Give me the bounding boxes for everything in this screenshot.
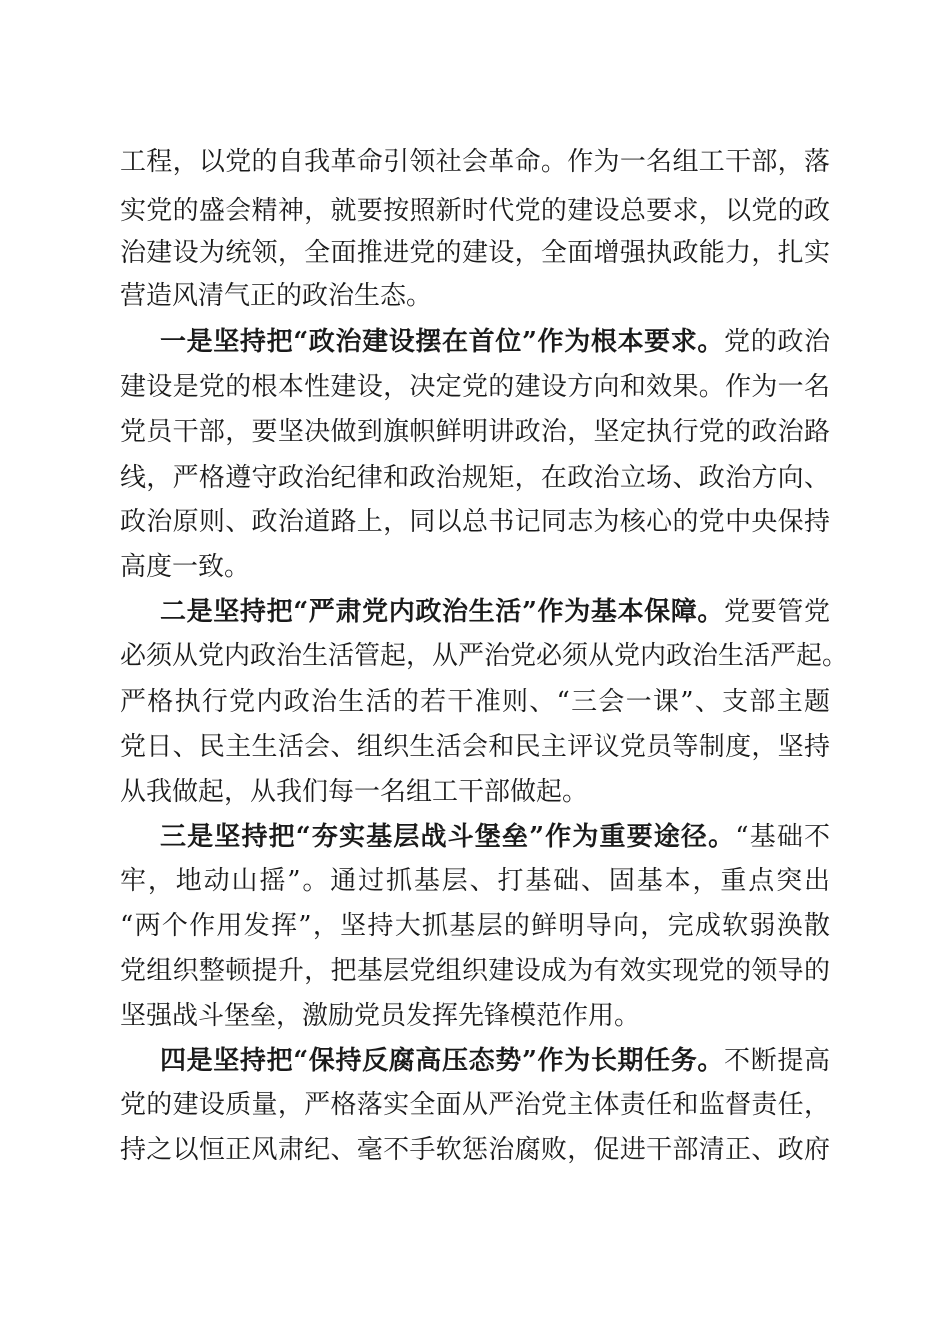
section-heading: 二是坚持把“严肃党内政治生活”作为基本保障。: [160, 597, 725, 627]
text-line: 党的建设质量，严格落实全面从严治党主体责任和监督责任，: [120, 1090, 830, 1120]
text-line: 营造风清气正的政治生态。: [120, 281, 433, 311]
text-line: 实党的盛会精神，就要按照新时代党的建设总要求，以党的政: [120, 196, 830, 226]
paragraph-first-line: [160, 1039, 830, 1083]
paragraph-first-line: [160, 320, 830, 364]
paragraph-lead-text: “基础不: [735, 822, 830, 852]
text-line: 党日、民主生活会、组织生活会和民主评议党员等制度，坚持: [120, 732, 830, 762]
text-line: 工程，以党的自我革命引领社会革命。作为一名组工干部，落: [120, 147, 830, 177]
text-line: 党员干部，要坚决做到旗帜鲜明讲政治，坚定执行党的政治路: [120, 417, 830, 447]
paragraph-first-line: [160, 590, 830, 634]
text-line: 建设是党的根本性建设，决定党的建设方向和效果。作为一名: [120, 372, 830, 402]
section-heading: 一是坚持把“政治建设摆在首位”作为根本要求。: [160, 327, 725, 357]
text-line: 牢，地动山摇”。通过抓基层、打基础、固基本，重点突出: [120, 866, 830, 896]
text-line: 党组织整顿提升，把基层党组织建设成为有效实现党的领导的: [120, 956, 830, 986]
text-line: 从我做起，从我们每一名组工干部做起。: [120, 777, 589, 807]
text-line: “两个作用发挥”，坚持大抓基层的鲜明导向，完成软弱涣散: [120, 911, 830, 941]
paragraph-first-line: [160, 815, 830, 859]
section-heading: 三是坚持把“夯实基层战斗堡垒”作为重要途径。: [160, 822, 736, 852]
text-line: 治建设为统领，全面推进党的建设，全面增强执政能力，扎实: [120, 238, 830, 268]
text-line: 线，严格遵守政治纪律和政治规矩，在政治立场、政治方向、: [120, 463, 830, 493]
paragraph-lead-text: 党的政治: [724, 327, 830, 357]
text-line: 坚强战斗堡垒，激励党员发挥先锋模范作用。: [120, 1001, 641, 1031]
section-heading: 四是坚持把“保持反腐高压态势”作为长期任务。: [160, 1046, 725, 1076]
text-line: 必须从党内政治生活管起，从严治党必须从党内政治生活严起。: [120, 641, 849, 671]
text-line: 政治原则、政治道路上，同以总书记同志为核心的党中央保持: [120, 507, 830, 537]
text-line: 持之以恒正风肃纪、毫不手软惩治腐败，促进干部清正、政府: [120, 1135, 830, 1165]
text-line: 高度一致。: [120, 552, 251, 582]
paragraph-lead-text: 党要管党: [724, 597, 830, 627]
paragraph-lead-text: 不断提高: [724, 1046, 830, 1076]
text-line: 严格执行党内政治生活的若干准则、“三会一课”、支部主题: [120, 687, 830, 717]
